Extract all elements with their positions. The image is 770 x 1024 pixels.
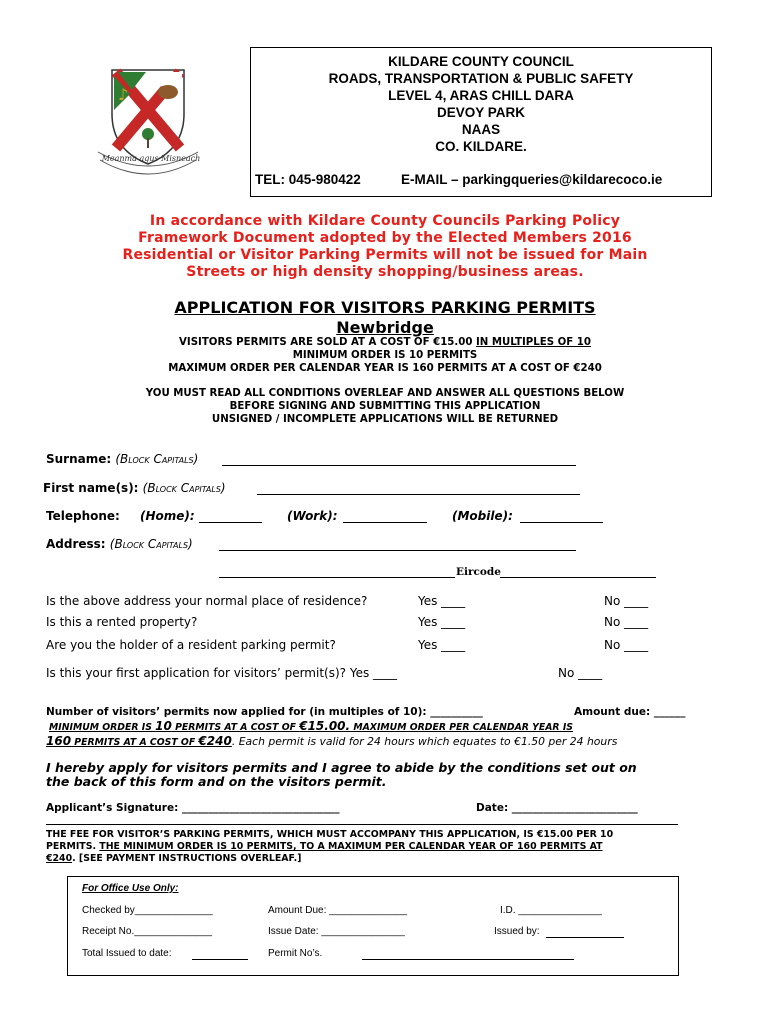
block-capitals-hint: (Block Capitals) — [142, 481, 226, 495]
declaration-line-1: I hereby apply for visitors permits and I agree to abide by the conditions set out on — [46, 760, 637, 775]
cost-multiples: IN MULTIPLES OF 10 — [475, 337, 591, 348]
form-title: APPLICATION FOR VISITORS PARKING PERMITS — [174, 298, 596, 317]
block-capitals-hint: (Block Capitals) — [115, 452, 199, 466]
mobile-phone-input[interactable] — [520, 522, 603, 523]
block-capitals-hint: (Block Capitals) — [109, 537, 193, 551]
policy-line-2: Framework Document adopted by the Elected Members 2016 — [138, 230, 632, 246]
fee-line-2 — [46, 841, 603, 852]
permit-nos-label: Permit No’s. — [268, 948, 323, 959]
first-name-input[interactable] — [257, 494, 580, 495]
total-issued-label: Total Issued to date: — [82, 948, 172, 959]
max-text-c: €240 — [198, 734, 232, 748]
first-name-label — [43, 481, 226, 495]
address-line-2-input[interactable] — [219, 577, 455, 578]
minimum-order-line: MINIMUM ORDER IS 10 PERMITS — [292, 350, 478, 361]
max-text-d: . Each permit is valid for 24 hours which equates to €1.50 per 24 hours — [231, 735, 618, 748]
surname-label-text: Surname: — [46, 452, 112, 466]
first-name-label-text: First name(s): — [43, 481, 139, 495]
permit-cost-line — [60, 337, 710, 348]
address-label — [46, 537, 193, 551]
permit-quantity-field[interactable]: Number of visitors’ permits now applied for (in multiples of 10): __________ — [46, 706, 483, 718]
total-issued-input[interactable] — [192, 959, 248, 960]
address-level: LEVEL 4, ARAS CHILL DARA — [388, 88, 574, 103]
address-town: NAAS — [461, 122, 501, 137]
notice-line-1: YOU MUST READ ALL CONDITIONS OVERLEAF AND ANSWER ALL QUESTIONS BELOW — [145, 388, 625, 399]
surname-input[interactable] — [222, 465, 576, 466]
council-address-box — [250, 47, 712, 197]
policy-line-4: Streets or high density shopping/business areas. — [186, 264, 584, 280]
max-text-b: PERMITS AT A COST OF — [71, 737, 199, 748]
question-first-application[interactable]: Is this your first application for visitors’ permit(s)? Yes ____ — [46, 666, 398, 680]
resident-permit-no[interactable]: No ____ — [604, 638, 649, 652]
date-field[interactable]: Date: ________________________ — [476, 802, 638, 814]
issue-date-field[interactable]: Issue Date: _______________ — [268, 926, 405, 937]
declaration-line-2: the back of this form and on the visitors permit. — [46, 774, 387, 789]
mobile-phone-label: (Mobile): — [452, 509, 513, 523]
rented-yes[interactable]: Yes ____ — [418, 615, 466, 629]
checked-by-field[interactable]: Checked by______________ — [82, 905, 213, 916]
question-rented: Is this a rented property? — [46, 615, 198, 629]
office-use-box — [67, 876, 679, 976]
address-label-text: Address: — [46, 537, 106, 551]
cost-text: VISITORS PERMITS ARE SOLD AT A COST OF €15.00 — [179, 337, 476, 348]
address-street: DEVOY PARK — [436, 105, 526, 120]
rented-no[interactable]: No ____ — [604, 615, 649, 629]
fee-text-2b: THE MINIMUM ORDER IS 10 PERMITS, TO A MAXIMUM PER CALENDAR YEAR OF 160 PERMITS AT — [99, 841, 603, 852]
min-text-b: 10 — [155, 719, 172, 733]
notice-line-3: UNSIGNED / INCOMPLETE APPLICATIONS WILL BE RETURNED — [211, 414, 559, 425]
fee-text-2a: PERMITS. — [46, 841, 100, 852]
council-name: KILDARE COUNTY COUNCIL — [388, 54, 574, 69]
min-text-e: MAXIMUM ORDER PER CALENDAR YEAR IS — [350, 722, 573, 733]
fee-text-3a: €240 — [46, 853, 73, 864]
signature-field[interactable]: Applicant’s Signature: ______________________________ — [46, 802, 340, 814]
issued-by-input[interactable] — [546, 937, 624, 938]
id-field[interactable]: I.D. _______________ — [500, 905, 602, 916]
form-town: Newbridge — [336, 318, 434, 337]
county-crest — [88, 52, 228, 182]
telephone-label: Telephone: — [46, 509, 120, 523]
min-order-line — [49, 719, 573, 733]
amount-due-field[interactable]: Amount due: ______ — [574, 706, 686, 718]
telephone-number: TEL: 045-980422 — [255, 172, 361, 187]
office-use-title: For Office Use Only: — [82, 883, 179, 894]
email-address[interactable]: E-MAIL – parkingqueries@kildarecoco.ie — [401, 172, 663, 187]
address-county: CO. KILDARE. — [435, 139, 527, 154]
min-text-d: €15.00. — [299, 719, 351, 733]
question-residence: Is the above address your normal place of residence? — [46, 594, 368, 608]
home-phone-label: (Home): — [140, 509, 195, 523]
eircode-input[interactable] — [500, 577, 656, 578]
divider — [46, 824, 678, 825]
svg-text:♪: ♪ — [118, 85, 129, 104]
fee-line-3 — [46, 853, 301, 864]
crest-motto: Meanma agus Misneach — [101, 154, 201, 163]
eircode-label: Eircode — [456, 566, 501, 578]
work-phone-label: (Work): — [287, 509, 338, 523]
min-text-a: MINIMUM ORDER IS — [49, 722, 156, 733]
home-phone-input[interactable] — [199, 522, 262, 523]
resident-permit-yes[interactable]: Yes ____ — [418, 638, 466, 652]
permit-nos-input[interactable] — [362, 959, 574, 960]
question-resident-permit: Are you the holder of a resident parking permit? — [46, 638, 336, 652]
surname-label — [46, 452, 198, 466]
residence-no[interactable]: No ____ — [604, 594, 649, 608]
policy-line-3: Residential or Visitor Parking Permits will not be issued for Main — [122, 247, 648, 263]
office-amount-due-field[interactable]: Amount Due: ______________ — [268, 905, 408, 916]
address-input[interactable] — [219, 550, 576, 551]
notice-line-2: BEFORE SIGNING AND SUBMITTING THIS APPLICATION — [229, 401, 541, 412]
fee-line-1: THE FEE FOR VISITOR’S PARKING PERMITS, WHICH MUST ACCOMPANY THIS APPLICATION, IS €15.00 PER 10 — [46, 829, 614, 840]
receipt-no-field[interactable]: Receipt No.______________ — [82, 926, 213, 937]
maximum-order-line: MAXIMUM ORDER PER CALENDAR YEAR IS 160 PERMITS AT A COST OF €240 — [168, 363, 602, 374]
issued-by-label: Issued by: — [494, 926, 540, 937]
first-application-no[interactable]: No ____ — [558, 666, 603, 680]
min-text-c: PERMITS AT A COST OF — [171, 722, 300, 733]
max-text-a: 160 — [46, 734, 72, 748]
work-phone-input[interactable] — [343, 522, 427, 523]
fee-text-3b: . [SEE PAYMENT INSTRUCTIONS OVERLEAF.] — [72, 853, 302, 864]
max-order-line — [46, 734, 617, 748]
policy-line-1: In accordance with Kildare County Councils Parking Policy — [149, 213, 621, 229]
residence-yes[interactable]: Yes ____ — [418, 594, 466, 608]
department-name: ROADS, TRANSPORTATION & PUBLIC SAFETY — [328, 71, 634, 86]
